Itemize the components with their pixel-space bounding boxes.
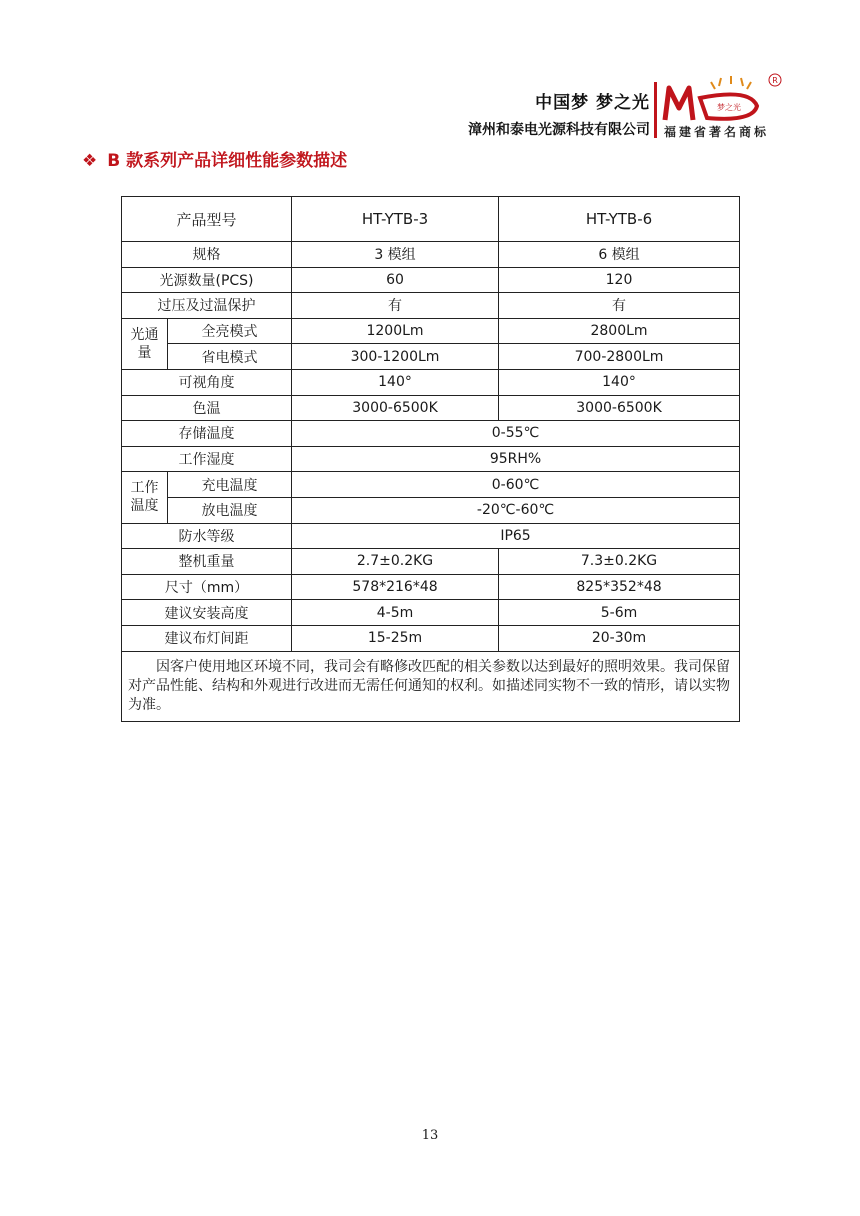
header	[468, 88, 650, 139]
table-row	[122, 369, 740, 395]
row-label: 充电温度	[168, 472, 292, 498]
logo-caption: 福建省著名商标	[664, 125, 770, 139]
cell: 6 模组	[499, 242, 740, 268]
cell: 20-30m	[499, 625, 740, 651]
row-label: 建议布灯间距	[122, 625, 292, 651]
row-label: 过压及过温保护	[122, 293, 292, 319]
table-row	[122, 242, 740, 268]
slogan: 中国梦 梦之光	[535, 93, 650, 113]
cell: 7.3±0.2KG	[499, 549, 740, 575]
table-row	[122, 574, 740, 600]
disclaimer-note: 因客户使用地区环境不同，我司会有略修改匹配的相关参数以达到最好的照明效果。我司保留对产品性能、结构和外观进行改进而无需任何通知的权利。如描述同实物不一致的情形，请以实物为准。	[122, 651, 740, 721]
section-title	[82, 146, 347, 171]
cell: 0-60℃	[292, 472, 740, 498]
row-label: 可视角度	[122, 369, 292, 395]
cell: 3000-6500K	[292, 395, 499, 421]
diamond-bullet-icon: ❖	[82, 151, 98, 171]
table-header-row	[122, 197, 740, 242]
group-label-temp: 工作温度	[122, 472, 168, 523]
cell: 300-1200Lm	[292, 344, 499, 370]
header-cell: HT-YTB-6	[499, 197, 740, 242]
cell: 3000-6500K	[499, 395, 740, 421]
row-label: 省电模式	[168, 344, 292, 370]
logo-text: 梦之光	[717, 103, 741, 112]
table-row	[122, 600, 740, 626]
cell: 15-25m	[292, 625, 499, 651]
cell: 120	[499, 267, 740, 293]
table-row	[122, 549, 740, 575]
table-row	[122, 421, 740, 447]
row-label: 建议安装高度	[122, 600, 292, 626]
table-row	[122, 446, 740, 472]
row-label: 放电温度	[168, 497, 292, 523]
cell: 2800Lm	[499, 318, 740, 344]
page-number: 13	[421, 1128, 439, 1143]
cell: IP65	[292, 523, 740, 549]
table-row	[122, 625, 740, 651]
cell: 700-2800Lm	[499, 344, 740, 370]
cell: 140°	[292, 369, 499, 395]
row-label: 全亮模式	[168, 318, 292, 344]
cell: 60	[292, 267, 499, 293]
table-row	[122, 497, 740, 523]
company-name: 漳州和泰电光源科技有限公司	[468, 122, 650, 138]
spec-table	[121, 196, 740, 722]
group-label-flux: 光通量	[122, 318, 168, 369]
cell: 有	[292, 293, 499, 319]
header-cell: HT-YTB-3	[292, 197, 499, 242]
table-row	[122, 472, 740, 498]
cell: 2.7±0.2KG	[292, 549, 499, 575]
row-label: 防水等级	[122, 523, 292, 549]
registered-mark: R	[772, 76, 778, 85]
row-label: 整机重量	[122, 549, 292, 575]
cell: 578*216*48	[292, 574, 499, 600]
cell: 4-5m	[292, 600, 499, 626]
row-label: 光源数量(PCS)	[122, 267, 292, 293]
row-label: 工作湿度	[122, 446, 292, 472]
table-row	[122, 344, 740, 370]
table-row	[122, 293, 740, 319]
row-label: 色温	[122, 395, 292, 421]
cell: 825*352*48	[499, 574, 740, 600]
cell: 5-6m	[499, 600, 740, 626]
cell: 3 模组	[292, 242, 499, 268]
cell: -20℃-60℃	[292, 497, 740, 523]
cell: 0-55℃	[292, 421, 740, 447]
row-label: 存储温度	[122, 421, 292, 447]
table-row	[122, 267, 740, 293]
table-note-row	[122, 651, 740, 721]
cell: 140°	[499, 369, 740, 395]
cell: 1200Lm	[292, 318, 499, 344]
table-row	[122, 523, 740, 549]
cell: 有	[499, 293, 740, 319]
row-label: 规格	[122, 242, 292, 268]
table-row	[122, 318, 740, 344]
cell: 95RH%	[292, 446, 740, 472]
row-label: 尺寸（mm）	[122, 574, 292, 600]
section-title-text: B 款系列产品详细性能参数描述	[107, 151, 348, 171]
table-row	[122, 395, 740, 421]
header-cell: 产品型号	[122, 197, 292, 242]
